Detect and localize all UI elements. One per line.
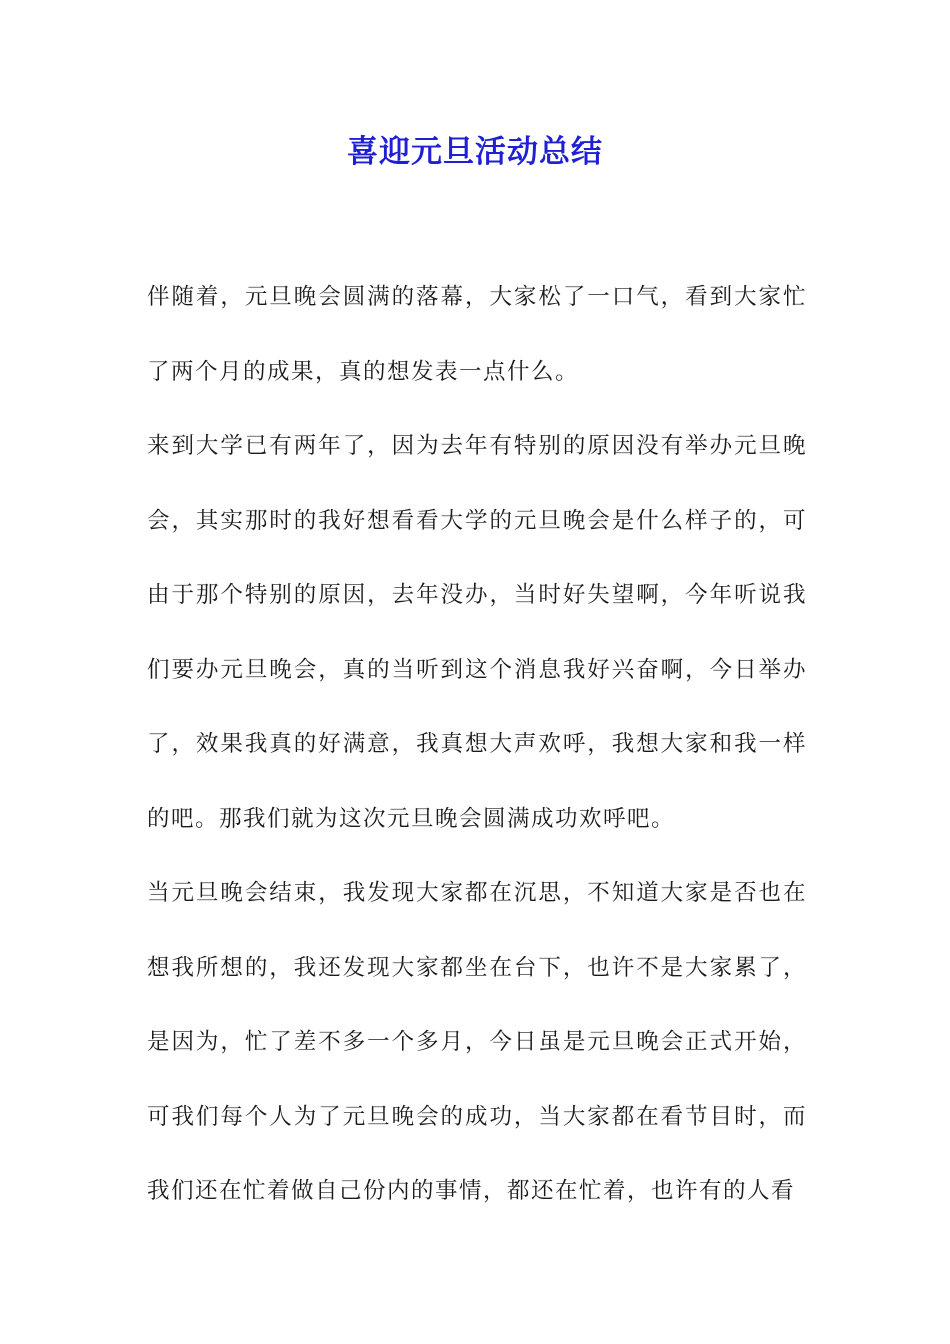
paragraph-1: 伴随着，元旦晚会圆满的落幕，大家松了一口气，看到大家忙了两个月的成果，真的想发表一点什么。 [147, 284, 807, 385]
paragraph-3: 当元旦晚会结束，我发现大家都在沉思，不知道大家是否也在想我所想的，我还发现大家都坐在台下，也许不是大家累了，是因为，忙了差不多一个多月，今日虽是元旦晚会正式开始，可我们每个人为了元旦晚会的成功，当大家都在看节目时，而我们还在忙着做自己份内的事情，都还在忙着，也许有的人看 [147, 880, 807, 1204]
document-title: 喜迎元旦活动总结 [347, 134, 603, 170]
document-body [147, 260, 807, 1229]
paragraph-2: 来到大学已有两年了，因为去年有特别的原因没有举办元旦晚会，其实那时的我好想看看大学的元旦晚会是什么样子的，可由于那个特别的原因，去年没办，当时好失望啊，今年听说我们要办元旦晚会，真的当听到这个消息我好兴奋啊，今日举办了，效果我真的好满意，我真想大声欢呼，我想大家和我一样的吧。那我们就为这次元旦晚会圆满成功欢呼吧。 [147, 433, 807, 832]
